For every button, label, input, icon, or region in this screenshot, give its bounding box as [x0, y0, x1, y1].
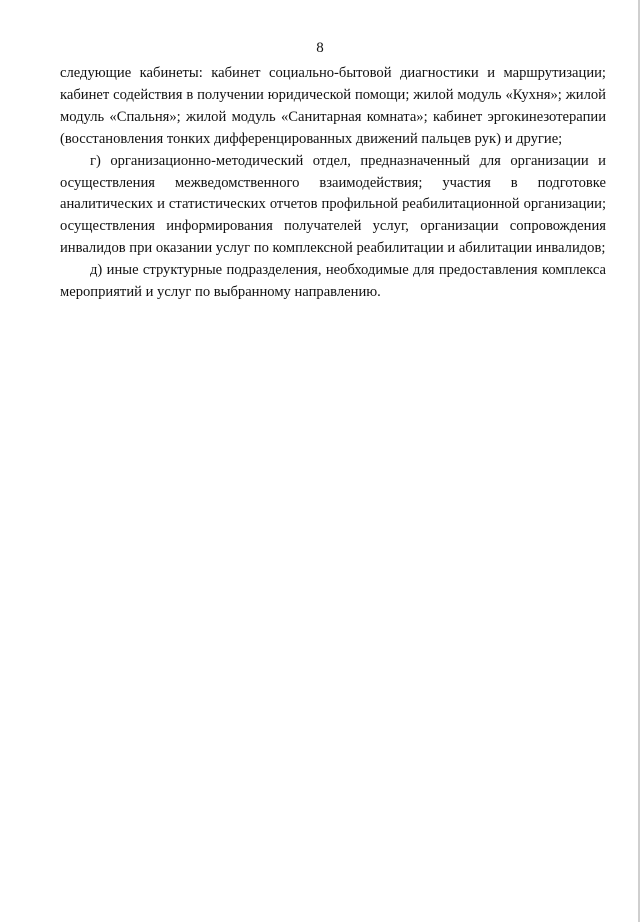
paragraph-item-d: д) иные структурные подразделения, необходимые для предоставления комплекса мероприятий и услуг по выбранному направлению. [60, 262, 606, 301]
paragraph-item-g: г) организационно-методический отдел, предназначенный для организации и осуществления межведомственного взаимодействия; участия в подготовке аналитических и статистических отчетов профильной реабилитационной организации; осуществления информирования получателей услуг, организации сопровождения инвалидов при оказании услуг по комплексной реабилитации и абилитации инвалидов; [60, 152, 606, 257]
page-number: 8 [316, 40, 324, 56]
paragraph-cabinets-continuation: следующие кабинеты: кабинет социально-бытовой диагностики и маршрутизации; кабинет содействия в получении юридической помощи; жилой модуль «Кухня»; жилой модуль «Спальня»; жилой модуль «Санитарная комната»; кабинет эргокинезотерапии (восстановления тонких дифференцированных движений пальцев рук) и другие; [60, 65, 606, 147]
document-body [60, 63, 606, 304]
